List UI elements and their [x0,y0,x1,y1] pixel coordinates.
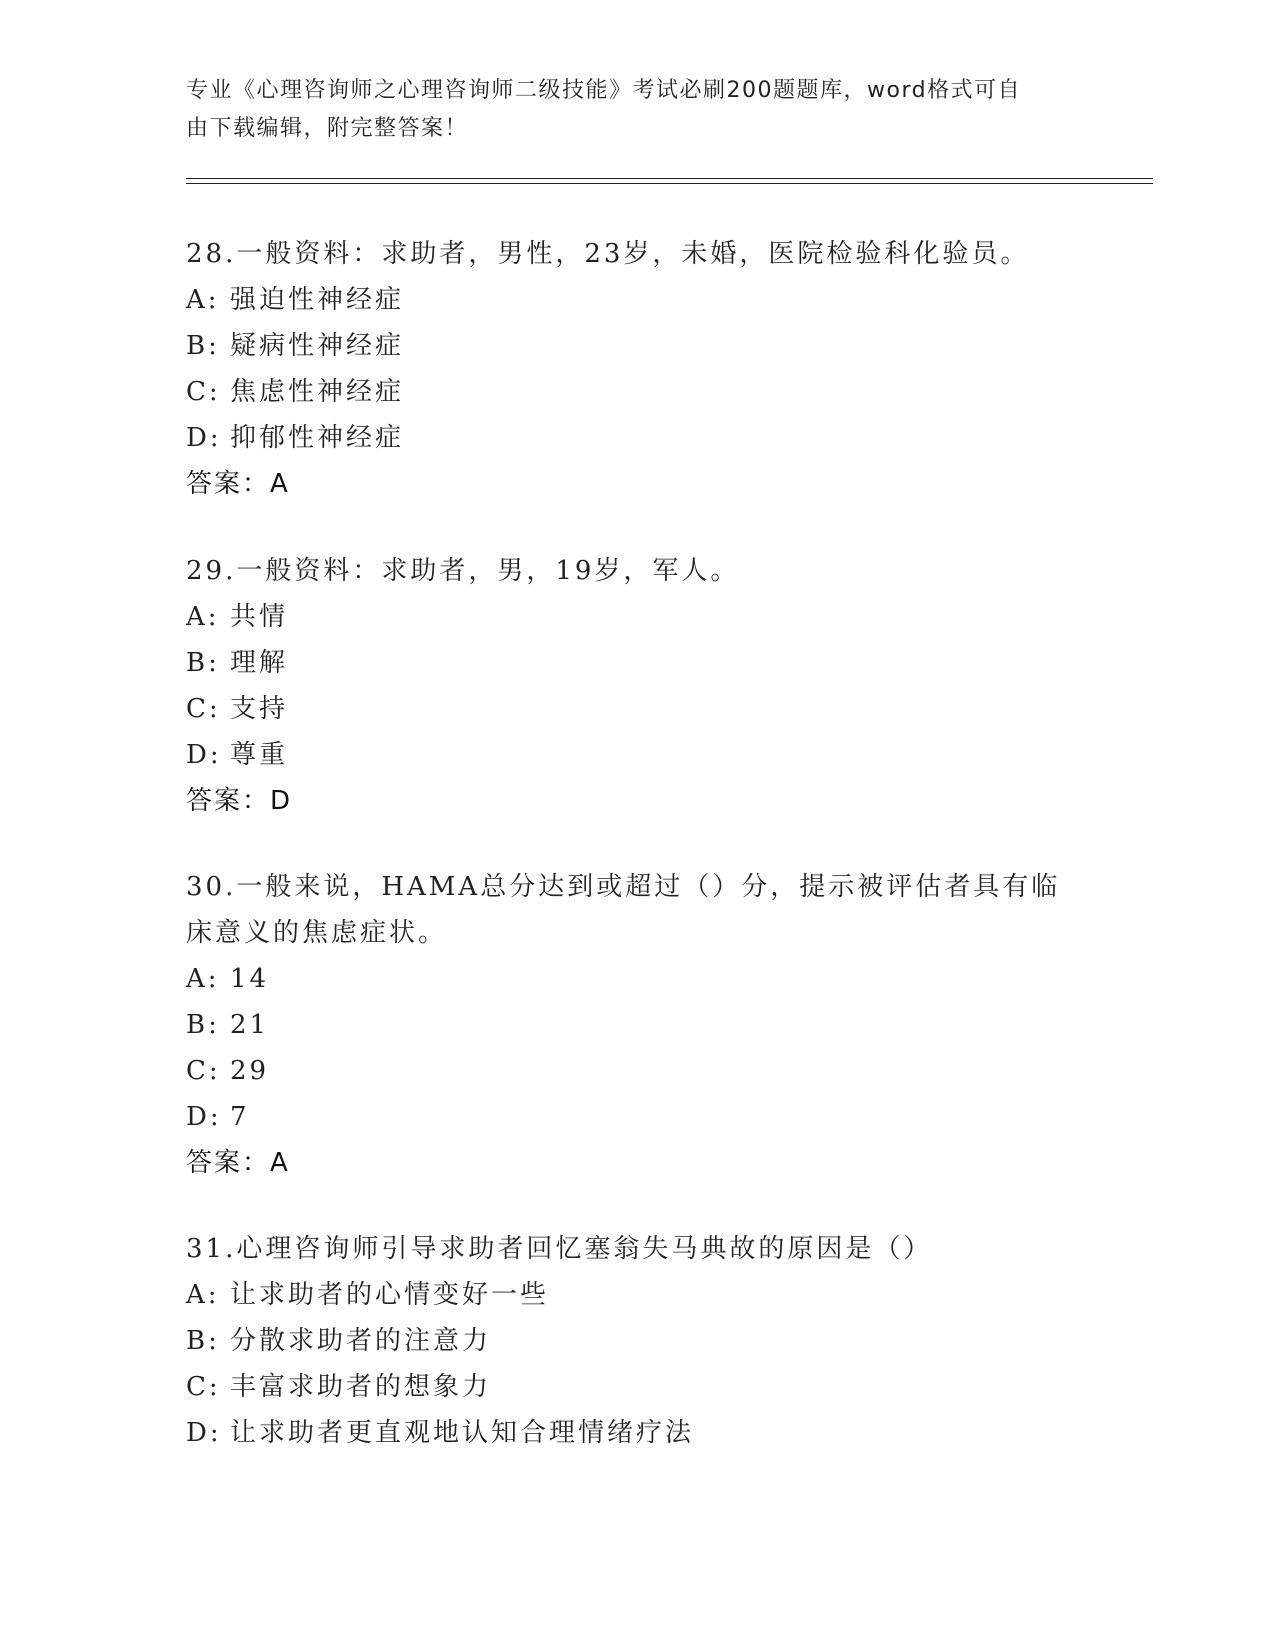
question-stem: 29.一般资料：求助者，男，19岁，军人。 [186,556,740,586]
option-a [186,594,1086,640]
option-text: 疑病性神经症 [230,331,405,361]
option-b [186,640,1086,686]
option-text: 21 [230,1010,270,1040]
option-b [186,323,1086,369]
option-text: 分散求助者的注意力 [230,1326,492,1356]
option-c [186,1048,1076,1094]
header-rule-top [186,178,1153,179]
option-key: D: [186,1418,222,1448]
option-key: D: [186,1102,222,1132]
option-b [186,1318,1086,1364]
question-31 [186,1226,1086,1456]
option-text: 强迫性神经症 [230,285,405,315]
option-a [186,1272,1086,1318]
option-text: 丰富求助者的想象力 [230,1372,492,1402]
option-key: C: [186,377,221,407]
option-text: 支持 [230,694,289,724]
option-text: 7 [230,1102,250,1132]
option-a [186,277,1086,323]
option-text: 尊重 [230,740,289,770]
option-b [186,1002,1076,1048]
option-c [186,686,1086,732]
option-key: A: [186,964,220,994]
option-a [186,956,1076,1002]
question-stem: 28.一般资料：求助者，男性，23岁，未婚，医院检验科化验员。 [186,239,1030,269]
answer-line: 答案：A [186,469,290,499]
header-rule-bottom [186,183,1153,184]
option-text: 共情 [230,602,289,632]
option-key: A: [186,602,220,632]
option-key: A: [186,285,220,315]
option-key: B: [186,1010,220,1040]
option-c [186,369,1086,415]
option-text: 抑郁性神经症 [230,423,405,453]
option-d [186,732,1086,778]
option-d [186,1410,1086,1456]
option-c [186,1364,1086,1410]
header-line-1: 专业《心理咨询师之心理咨询师二级技能》考试必刷200题题库，word格式可自 [186,78,1022,103]
option-key: C: [186,694,221,724]
question-30 [186,864,1076,1186]
option-text: 让求助者的心情变好一些 [230,1280,550,1310]
option-key: B: [186,648,220,678]
option-key: C: [186,1372,221,1402]
option-text: 焦虑性神经症 [230,377,405,407]
question-stem: 30.一般来说，HAMA总分达到或超过（）分，提示被评估者具有临床意义的焦虑症状。 [186,872,1061,948]
option-key: D: [186,740,222,770]
answer-line: 答案：A [186,1148,290,1178]
option-key: C: [186,1056,221,1086]
option-d [186,1094,1076,1140]
question-28 [186,231,1086,507]
answer-line: 答案：D [186,786,293,816]
option-text: 14 [230,964,270,994]
option-key: B: [186,1326,220,1356]
option-d [186,415,1086,461]
header-line-2: 由下载编辑，附完整答案！ [186,116,469,141]
document-header [186,72,1066,148]
option-text: 29 [230,1056,270,1086]
option-key: B: [186,331,220,361]
question-stem: 31.心理咨询师引导求助者回忆塞翁失马典故的原因是（） [186,1234,933,1264]
option-text: 理解 [230,648,289,678]
question-29 [186,548,1086,824]
option-text: 让求助者更直观地认知合理情绪疗法 [230,1418,695,1448]
option-key: D: [186,423,222,453]
option-key: A: [186,1280,220,1310]
